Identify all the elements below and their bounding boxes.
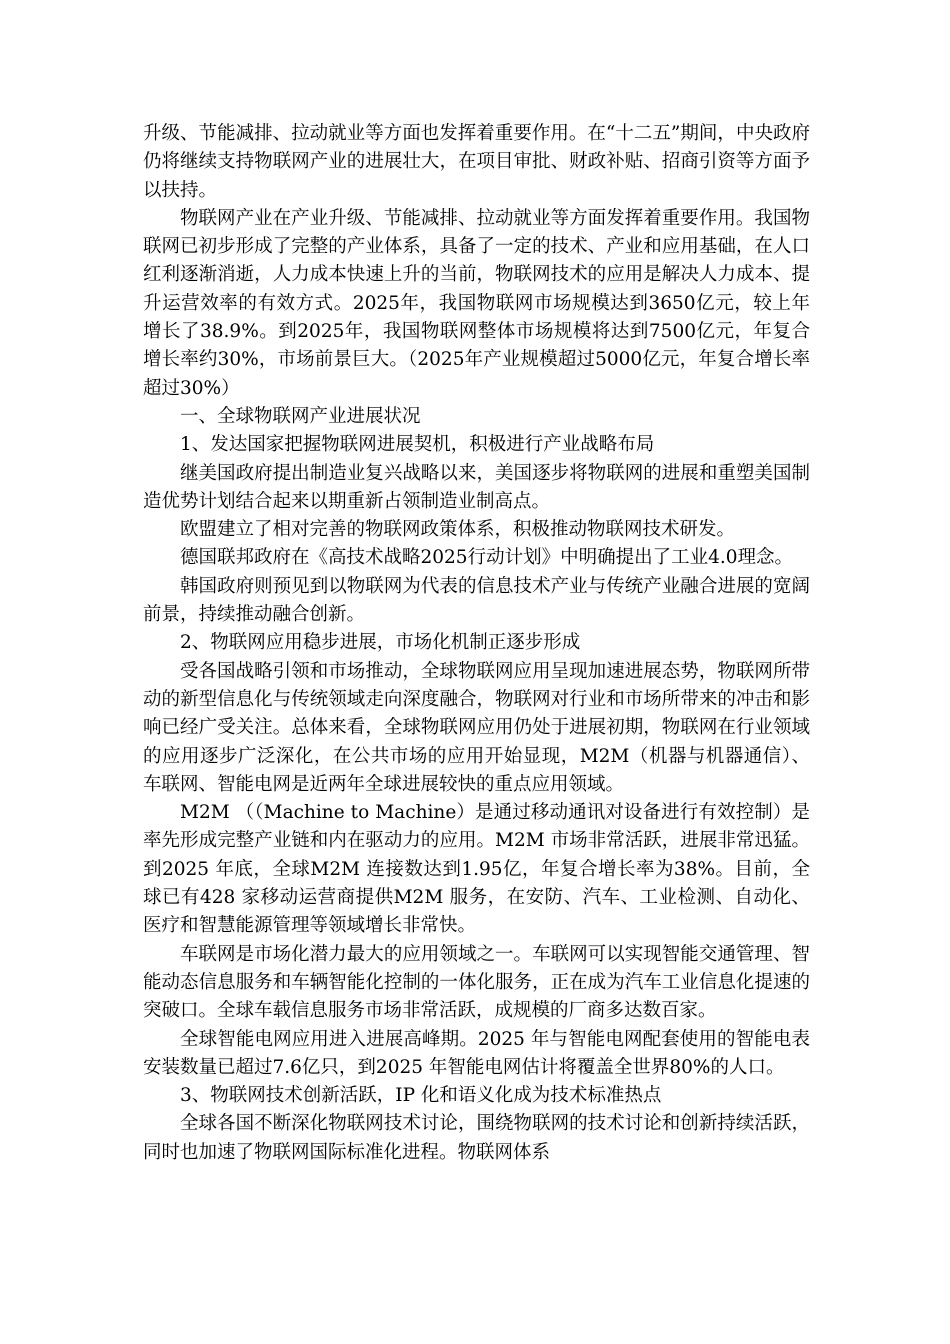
subheading-innovation: 3、物联网技术创新活跃，IP 化和语义化成为技术标准热点 — [180, 1085, 662, 1107]
paragraph-standards: 全球各国不断深化物联网技术讨论，围绕物联网的技术讨论和创新持续活跃，同时也加速了物联网国际标准化进程。物联网体系 — [143, 1113, 810, 1163]
paragraph-continuation: 升级、节能减排、拉动就业等方面也发挥着重要作用。在“十二五”期间，中央政府仍将继续支持物联网产业的进展壮大，在项目审批、财政补贴、招商引资等方面予以扶持。 — [143, 123, 810, 201]
subheading-applications: 2、物联网应用稳步进展，市场化机制正逐步形成 — [180, 632, 581, 654]
subheading-strategy: 1、发达国家把握物联网进展契机，积极进行产业战略布局 — [180, 434, 655, 456]
paragraph-usa: 继美国政府提出制造业复兴战略以来，美国逐步将物联网的进展和重塑美国制造优势计划结合起来以期重新占领制造业制高点。 — [143, 462, 810, 512]
paragraph-germany: 德国联邦政府在《高技术战略2025行动计划》中明确提出了工业4.0理念。 — [180, 547, 794, 569]
paragraph-eu: 欧盟建立了相对完善的物联网政策体系，积极推动物联网技术研发。 — [180, 519, 736, 541]
document-body — [143, 120, 810, 1167]
paragraph-m2m: M2M （（Machine to Machine）是通过移动通讯对设备进行有效控制）是率先形成完整产业链和内在驱动力的应用。M2M 市场非常活跃，进展非常迅猛。到2025 年底，全球M2M 连接数达到1.95亿，年复合增长率为38%。目前，全球已有428 家移动运营商提供M2M 服务，在安防、汽车、工业检测、自动化、医疗和智慧能源管理等领域增长非常快。 — [143, 802, 810, 937]
paragraph-connected-vehicles: 车联网是市场化潜力最大的应用领域之一。车联网可以实现智能交通管理、智能动态信息服务和车辆智能化控制的一体化服务，正在成为汽车工业信息化提速的突破口。全球车载信息服务市场非常活跃，成规模的厂商多达数百家。 — [143, 943, 810, 1022]
paragraph-market-overview: 物联网产业在产业升级、节能减排、拉动就业等方面发挥着重要作用。我国物联网已初步形成了完整的产业体系，具备了一定的技术、产业和应用基础，在人口红利逐渐消逝，人力成本快速上升的当前，物联网技术的应用是解决人力成本、提升运营效率的有效方式。2025年，我国物联网市场规模达到3650亿元，较上年增长了38.9%。到2025年，我国物联网整体市场规模将达到7500亿元，年复合增长率约30%，市场前景巨大。（2025年产业规模超过5000亿元，年复合增长率超过30%） — [143, 207, 810, 399]
paragraph-smart-grid: 全球智能电网应用进入进展高峰期。2025 年与智能电网配套使用的智能电表安装数量已超过7.6亿只，到2025 年智能电网估计将覆盖全世界80%的人口。 — [143, 1028, 810, 1078]
section-heading-global: 一、全球物联网产业进展状况 — [180, 405, 421, 427]
paragraph-global-applications: 受各国战略引领和市场推动，全球物联网应用呈现加速进展态势，物联网所带动的新型信息化与传统领域走向深度融合，物联网对行业和市场所带来的冲击和影响已经广受关注。总体来看，全球物联网应用仍处于进展初期，物联网在行业领域的应用逐步广泛深化，在公共市场的应用开始显现，M2M（机器与机器通信）、车联网、智能电网是近两年全球进展较快的重点应用领域。 — [143, 660, 810, 795]
paragraph-korea: 韩国政府则预见到以物联网为代表的信息技术产业与传统产业融合进展的宽阔前景，持续推动融合创新。 — [143, 575, 810, 626]
